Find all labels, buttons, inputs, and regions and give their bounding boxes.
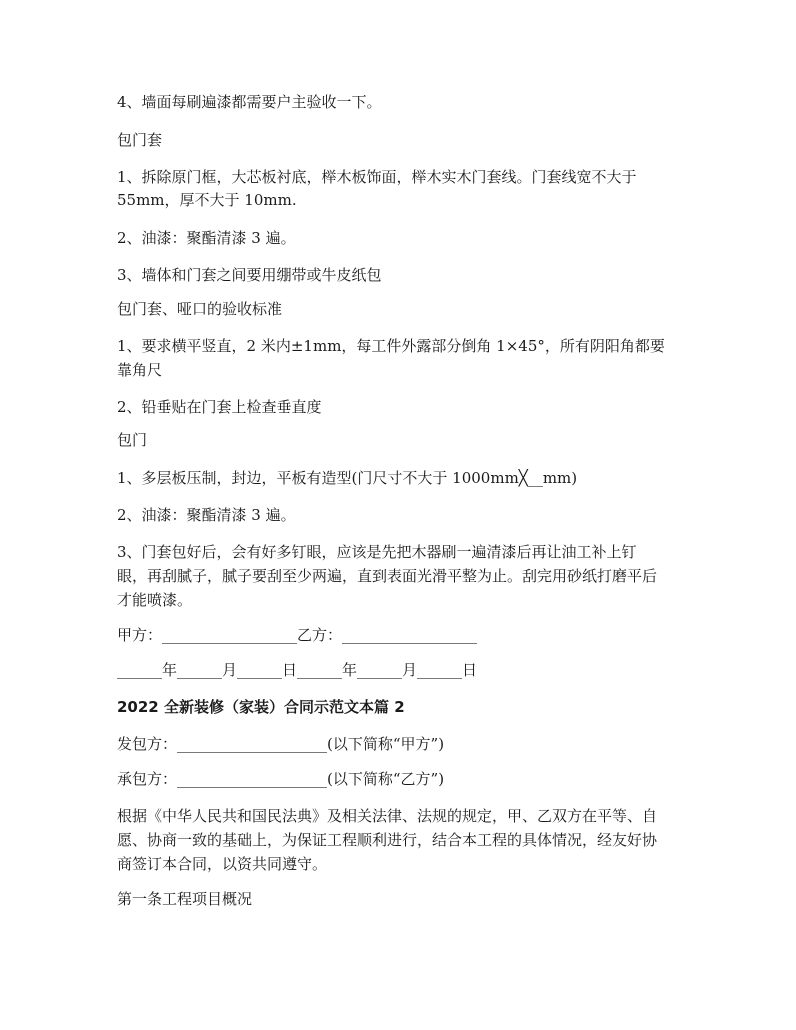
- text-line: 4、墙面每刷遍漆都需要户主验收一下。: [117, 93, 382, 111]
- section-title: 包门套: [117, 131, 163, 149]
- text-line: 55mm，厚不大于 10mm.: [117, 191, 297, 209]
- document-heading: 2022 全新装修（家装）合同示范文本篇 2: [117, 698, 405, 716]
- text-line: 愿、协商一致的基础上，为保证工程顺利进行，结合本工程的具体情况，经友好协: [117, 831, 658, 849]
- text-line: 商签订本合同，以资共同遵守。: [117, 855, 328, 873]
- text-line: 3、门套包好后，会有好多钉眼，应该是先把木器刷一遍清漆后再让油工补上钉: [117, 543, 637, 561]
- text-line: 1、拆除原门框，大芯板衬底，榉木板饰面，榉木实木门套线。门套线宽不大于: [117, 168, 637, 186]
- text-line: 根据《中华人民共和国民法典》及相关法律、法规的规定，甲、乙双方在平等、自: [117, 807, 658, 825]
- party-line: 发包方：____________________(以下简称“甲方”): [117, 735, 445, 753]
- section-title: 第一条工程项目概况: [117, 890, 253, 908]
- text-line: 眼，再刮腻子，腻子要刮至少两遍，直到表面光滑平整为止。刮完用砂纸打磨平后: [117, 567, 658, 585]
- text-line: 才能喷漆。: [117, 591, 193, 609]
- party-line: 承包方：____________________(以下简称“乙方”): [117, 770, 445, 788]
- text-line: 1、多层板压制，封边，平板有造型(门尺寸不大于 1000mm╳__mm): [117, 469, 578, 487]
- section-title: 包门: [117, 431, 148, 449]
- date-line: ______年______月______日______年______月______日: [117, 661, 478, 679]
- text-line: 2、油漆：聚酯清漆 3 遍。: [117, 229, 296, 247]
- signature-line: 甲方：__________________乙方：__________________: [117, 626, 478, 644]
- text-line: 1、要求横平竖直，2 米内±1mm，每工件外露部分倒角 1×45°，所有阴阳角都要: [117, 337, 665, 355]
- text-line: 靠角尺: [117, 361, 163, 379]
- text-line: 2、铅垂贴在门套上检查垂直度: [117, 398, 322, 416]
- section-title: 包门套、哑口的验收标准: [117, 300, 283, 318]
- text-line: 3、墙体和门套之间要用绷带或牛皮纸包: [117, 266, 382, 284]
- text-line: 2、油漆：聚酯清漆 3 遍。: [117, 506, 296, 524]
